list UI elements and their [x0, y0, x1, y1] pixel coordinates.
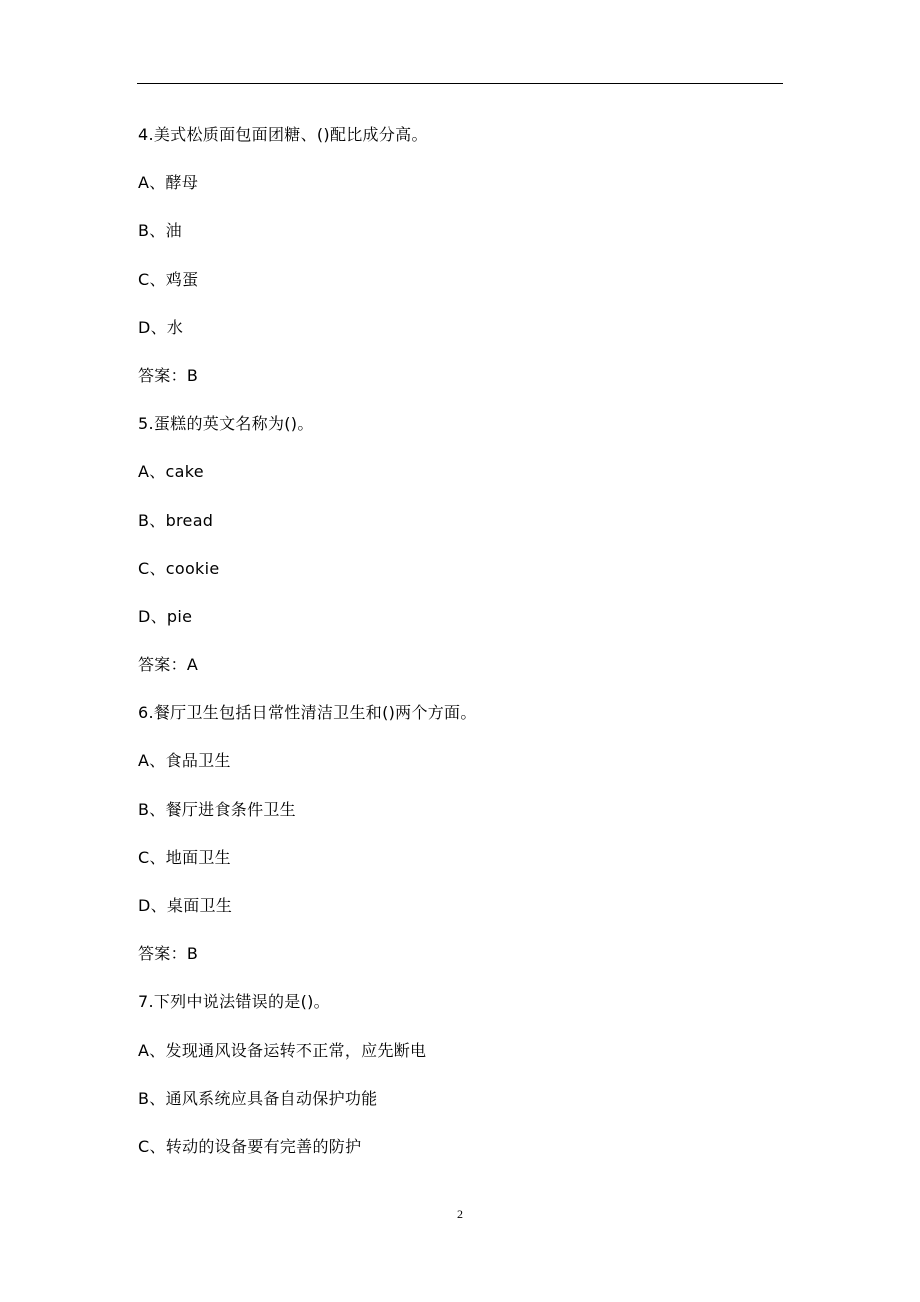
question-list	[138, 121, 788, 1181]
header-rule	[137, 83, 783, 84]
question-5-option-b: B、bread	[138, 510, 214, 530]
question-5-option-c: C、cookie	[138, 558, 220, 578]
question-6-option-c: C、地面卫生	[138, 847, 231, 867]
question-6-option-b: B、餐厅进食条件卫生	[138, 799, 296, 819]
question-4-option-a: A、酵母	[138, 173, 199, 193]
question-5-stem: 5.蛋糕的英文名称为()。	[138, 414, 314, 434]
question-6-option-d: D、桌面卫生	[138, 896, 233, 915]
question-4-option-c: C、鸡蛋	[138, 269, 199, 289]
question-4-option-b: B、油	[138, 221, 182, 241]
question-4-stem: 4.美式松质面包面团糖、()配比成分高。	[138, 125, 428, 144]
question-6-stem: 6.餐厅卫生包括日常性清洁卫生和()两个方面。	[138, 703, 477, 723]
question-5-answer: 答案：A	[138, 655, 199, 675]
question-7-option-c: C、转动的设备要有完善的防护	[138, 1136, 362, 1156]
question-4-answer: 答案：B	[138, 365, 199, 385]
question-7-option-b: B、通风系统应具备自动保护功能	[138, 1088, 378, 1108]
question-6-option-a: A、食品卫生	[138, 751, 231, 771]
question-7-option-a: A、发现通风设备运转不正常，应先断电	[138, 1040, 427, 1060]
question-4-option-d: D、水	[138, 317, 184, 337]
question-5-option-d: D、pie	[138, 606, 193, 626]
question-6-answer: 答案：B	[138, 944, 199, 964]
page-number: 2	[457, 1207, 463, 1221]
question-7-stem: 7.下列中说法错误的是()。	[138, 992, 330, 1012]
question-5-option-a: A、cake	[138, 462, 204, 482]
